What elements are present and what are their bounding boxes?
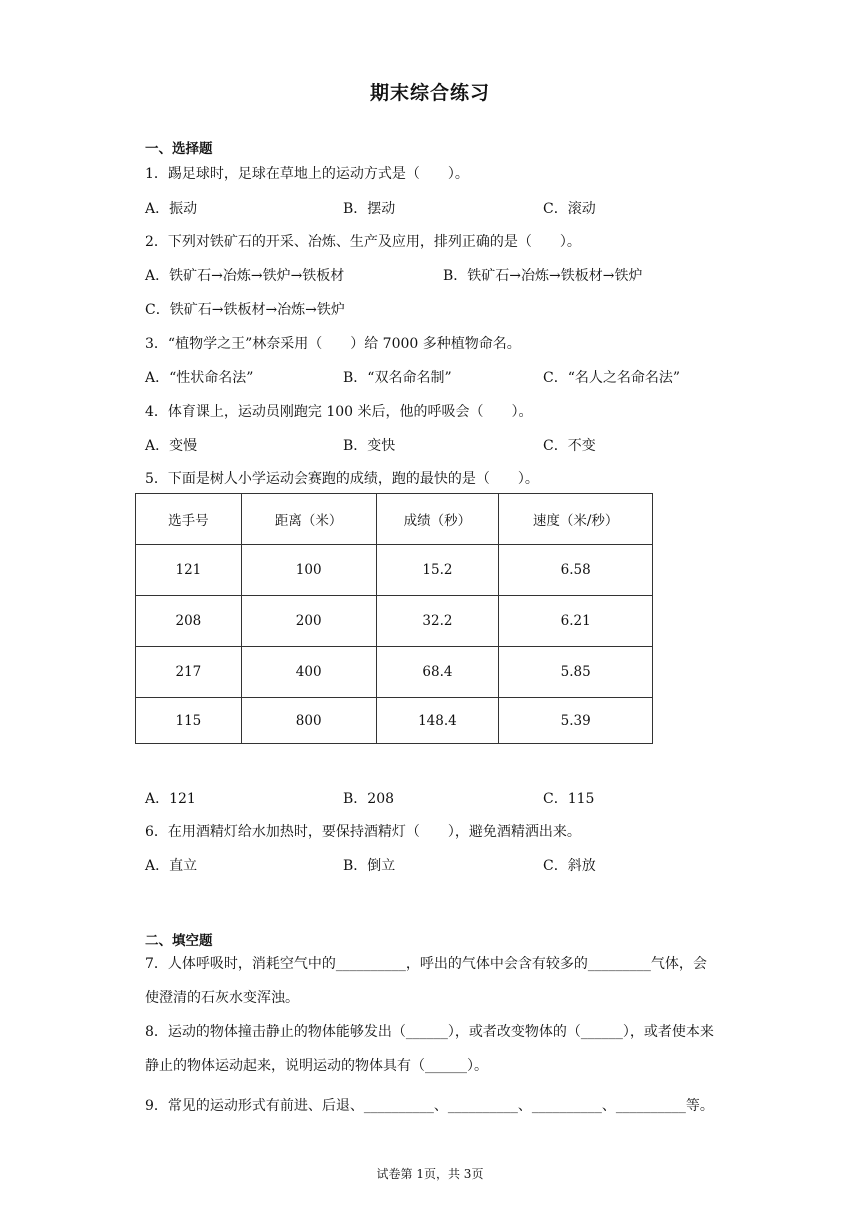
q2-option-c[interactable]: C．铁矿石→铁板材→冶炼→铁炉	[145, 302, 345, 318]
table-cell: 217	[136, 647, 242, 698]
question-2: 2．下列对铁矿石的开采、冶炼、生产及应用，排列正确的是（ ）。	[145, 234, 581, 250]
q4-option-b[interactable]: B．变快	[343, 438, 396, 454]
question-9: 9．常见的运动形式有前进、后退、__________、__________、__________、__________等。	[145, 1098, 714, 1114]
question-3: 3．“植物学之王”林奈采用（ ）给 7000 多种植物命名。	[145, 336, 521, 352]
table-cell: 15.2	[376, 545, 499, 596]
table-cell: 5.39	[499, 698, 653, 744]
table-row	[136, 545, 653, 596]
q1-option-a[interactable]: A．振动	[145, 201, 198, 217]
q5-option-c[interactable]: C．115	[543, 791, 595, 807]
question-4: 4．体育课上，运动员刚跑完 100 米后，他的呼吸会（ ）。	[145, 404, 533, 420]
q3-option-a[interactable]: A．“性状命名法”	[145, 370, 254, 386]
table-header-cell: 距离（米）	[241, 494, 376, 545]
table-cell: 115	[136, 698, 242, 744]
table-header-cell: 选手号	[136, 494, 242, 545]
q5-option-b[interactable]: B．208	[343, 791, 395, 807]
table-row	[136, 647, 653, 698]
q2-option-b[interactable]: B．铁矿石→冶炼→铁板材→铁炉	[443, 268, 643, 284]
table-header-cell: 速度（米/秒）	[499, 494, 653, 545]
section-heading-choice: 一、选择题	[145, 141, 213, 157]
q1-option-b[interactable]: B．摆动	[343, 201, 396, 217]
q6-option-c[interactable]: C．斜放	[543, 858, 596, 874]
question-7: 7．人体呼吸时，消耗空气中的__________，呼出的气体中会含有较多的_________气体，会使澄清的石灰水变浑浊。	[145, 956, 707, 1006]
table-cell: 121	[136, 545, 242, 596]
q5-option-a[interactable]: A．121	[145, 791, 196, 807]
q3-option-b[interactable]: B．“双名命名制”	[343, 370, 452, 386]
table-cell: 148.4	[376, 698, 499, 744]
question-5: 5．下面是树人小学运动会赛跑的成绩，跑的最快的是（ ）。	[145, 471, 539, 487]
table-cell: 32.2	[376, 596, 499, 647]
table-cell: 208	[136, 596, 242, 647]
q2-option-a[interactable]: A．铁矿石→冶炼→铁炉→铁板材	[145, 268, 345, 284]
section-heading-fill-blank: 二、填空题	[145, 933, 213, 949]
table-cell: 100	[241, 545, 376, 596]
table-cell: 68.4	[376, 647, 499, 698]
table-cell: 400	[241, 647, 376, 698]
q6-option-a[interactable]: A．直立	[145, 858, 198, 874]
q1-option-c[interactable]: C．滚动	[543, 201, 596, 217]
page-footer: 试卷第 1页，共 3页	[376, 1167, 484, 1181]
page-title: 期末综合练习	[369, 82, 490, 104]
table-header-cell: 成绩（秒）	[376, 494, 499, 545]
table-cell: 6.21	[499, 596, 653, 647]
table-row	[136, 698, 653, 744]
q4-option-c[interactable]: C．不变	[543, 438, 596, 454]
table-cell: 6.58	[499, 545, 653, 596]
question-8: 8．运动的物体撞击静止的物体能够发出（______），或者改变物体的（______），或者使本来静止的物体运动起来，说明运动的物体具有（______）。	[145, 1024, 714, 1074]
table-cell: 200	[241, 596, 376, 647]
table-cell: 800	[241, 698, 376, 744]
race-results-table	[135, 493, 653, 744]
table-row	[136, 596, 653, 647]
q3-option-c[interactable]: C．“名人之名命名法”	[543, 370, 681, 386]
table-header-row	[136, 494, 653, 545]
q4-option-a[interactable]: A．变慢	[145, 438, 198, 454]
q6-option-b[interactable]: B．倒立	[343, 858, 396, 874]
question-6: 6．在用酒精灯给水加热时，要保持酒精灯（ ），避免酒精洒出来。	[145, 824, 581, 840]
table-cell: 5.85	[499, 647, 653, 698]
question-1: 1．踢足球时，足球在草地上的运动方式是（ ）。	[145, 166, 469, 182]
